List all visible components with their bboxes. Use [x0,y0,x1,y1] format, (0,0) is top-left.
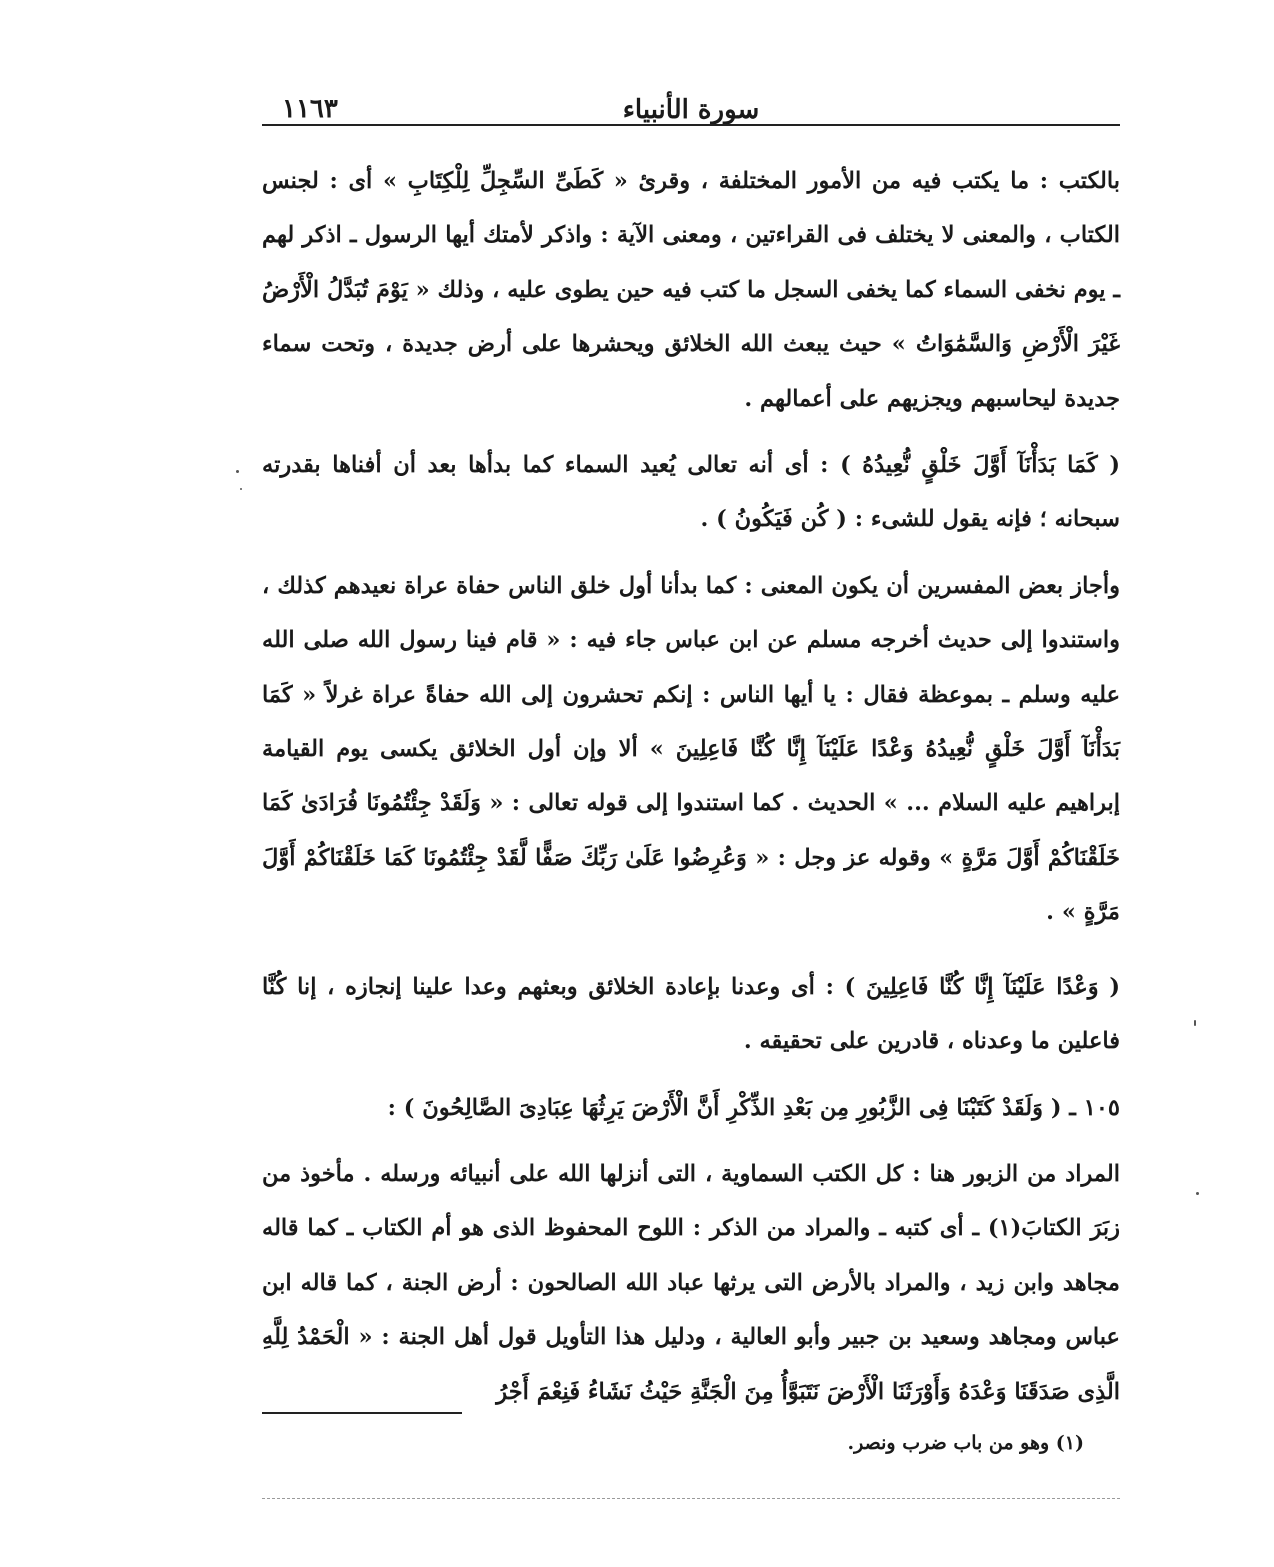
scan-speck [240,488,242,490]
main-text [262,154,1120,1431]
scan-speck [1194,1020,1196,1026]
bottom-edge-rule [262,1498,1120,1499]
verse-heading-105: ١٠٥ ـ ( وَلَقَدْ كَتَبْنَا فِى الزَّبُورِ مِن بَعْدِ الذِّكْرِ أَنَّ الْأَرْضَ يَرِثُهَا عِبَادِىَ الصَّالِحُونَ ) : [387,1094,1120,1121]
scan-speck [1196,1192,1199,1195]
scan-speck [236,470,239,473]
page-number: ١١٦٣ [282,94,338,124]
paragraph-1: بالكتب : ما يكتب فيه من الأمور المختلفة ، وقرئ « كَطَىِّ السِّجِلِّ لِلْكِتَابِ » أى : لجنس الكتاب ، والمعنى لا يختلف فى القراءتين ، ومعنى الآية : واذكر لأمتك أيها الرسول ـ اذكر لهم ـ يوم نخفى السماء كما يخفى السجل ما كتب فيه حين يطوى عليه ، وذلك « يَوْمَ تُبَدَّلُ الْأَرْضُ غَيْرَ الْأَرْضِ وَالسَّمَٰوَاتُ » حيث يبعث الله الخلائق ويحشرها على أرض جديدة ، وتحت سماء جديدة ليحاسبهم ويجزيهم على أعمالهم . [261,168,1120,412]
book-page [262,70,1120,1510]
header-rule [262,124,1120,126]
paragraph-6: المراد من الزبور هنا : كل الكتب السماوية ، التى أنزلها الله على أنبيائه ورسله . مأخوذ من زبَرَ الكتابَ(١) ـ أى كتبه ـ والمراد من الذكر : اللوح المحفوظ الذى هو أم الكتاب ـ كما قاله مجاهد وابن زيد ، والمراد بالأرض التى يرثها عباد الله الصالحون : أرض الجنة ، كما قاله ابن عباس ومجاهد وسعيد بن جبير وأبو العالية ، ودليل هذا التأويل قول أهل الجنة : « الْحَمْدُ لِلَّهِ الَّذِى صَدَقَنَا وَعْدَهُ وَأَوْرَثَنَا الْأَرْضَ نَتَبَوَّأُ مِنَ الْجَنَّةِ حَيْثُ نَشَاءُ فَنِعْمَ أَجْرُ [262,1160,1120,1405]
paragraph-3: وأجاز بعض المفسرين أن يكون المعنى : كما بدأنا أول خلق الناس حفاة عراة نعيدهم كذلك ، واستندوا إلى حديث أخرجه مسلم عن ابن عباس جاء فيه : « قام فينا رسول الله صلى الله عليه وسلم ـ بموعظة فقال : يا أيها الناس : إنكم تحشرون إلى الله حفاةً عراة غرلاً « كَمَا بَدَأْنَآ أَوَّلَ خَلْقٍ نُّعِيدُهُ وَعْدًا عَلَيْنَآ إِنَّا كُنَّا فَاعِلِينَ » ألا وإن أول الخلائق يكسى يوم القيامة إبراهيم عليه السلام ... » الحديث . كما استندوا إلى قوله تعالى : « وَلَقَدْ جِئْتُمُونَا فُرَادَىٰ كَمَا خَلَقْنَاكُمْ أَوَّلَ مَرَّةٍ » وقوله عز وجل : « وَعُرِضُوا عَلَىٰ رَبِّكَ صَفًّا لَّقَدْ جِئْتُمُونَا كَمَا خَلَقْنَاكُمْ أَوَّلَ مَرَّةٍ » . [262,572,1120,926]
footnote-rule [262,1412,462,1414]
footnote: (١) وهو من باب ضرب ونصر. [847,1432,1084,1454]
paragraph-2: ( كَمَا بَدَأْنَآ أَوَّلَ خَلْقٍ نُّعِيدُهُ ) : أى أنه تعالى يُعيد السماء كما بدأها بعد أن أفناها بقدرته سبحانه ؛ فإنه يقول للشىء : ( كُن فَيَكُونُ ) . [262,452,1120,533]
surah-title: سورة الأنبياء [622,95,760,125]
paragraph-4: ( وَعْدًا عَلَيْنَآ إِنَّا كُنَّا فَاعِلِينَ ) : أى وعدنا بإعادة الخلائق وبعثهم وعدا علينا إنجازه ، إنا كُنَّا فاعلين ما وعدناه ، قادرين على تحقيقه . [262,973,1120,1055]
